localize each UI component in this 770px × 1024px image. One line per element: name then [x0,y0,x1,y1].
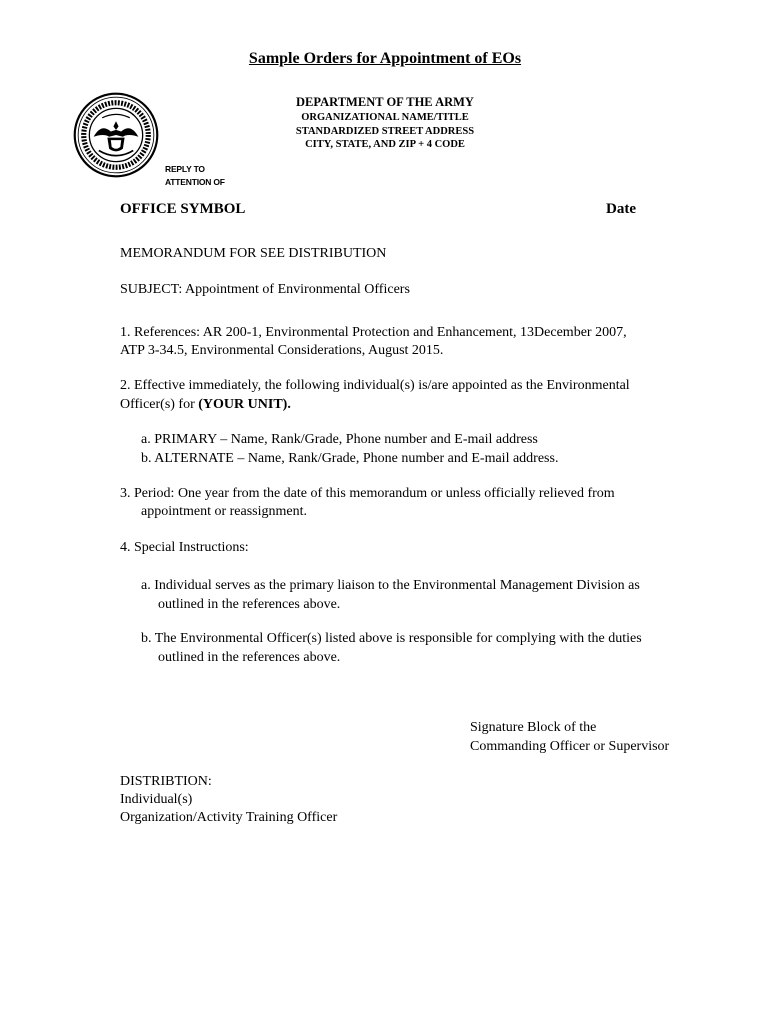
attention-of-label: ATTENTION OF [165,177,225,187]
references-paragraph-line-1: 1. References: AR 200-1, Environmental Protection and Enhancement, 13December 2007, [120,325,627,340]
instruction-b-line-2: outlined in the references above. [158,650,341,665]
document-title: Sample Orders for Appointment of EOs [248,50,522,67]
instruction-a-line-2: outlined in the references above. [158,597,341,612]
distribution-item: Organization/Activity Training Officer [120,810,338,825]
appointment-officer-text: Officer(s) for [120,397,199,412]
street-address: STANDARDIZED STREET ADDRESS [295,126,475,137]
distribution-heading: DISTRIBTION: [120,774,212,789]
alternate-appointee: b. ALTERNATE – Name, Rank/Grade, Phone number and E-mail address. [141,451,559,466]
primary-appointee: a. PRIMARY – Name, Rank/Grade, Phone number and E-mail address [141,432,538,447]
city-state-zip: CITY, STATE, AND ZIP + 4 CODE [305,139,465,150]
department-name: DEPARTMENT OF THE ARMY [296,95,474,109]
appointment-paragraph-line-1: 2. Effective immediately, the following individual(s) is/are appointed as the Environmental [120,378,630,393]
period-paragraph-line-2: appointment or reassignment. [141,504,308,519]
memo-date: Date [606,201,636,217]
references-paragraph-line-2: ATP 3-34.5, Environmental Considerations, August 2015. [120,343,444,358]
reply-to-label: REPLY TO [165,164,205,174]
signature-block-line-2: Commanding Officer or Supervisor [470,739,670,754]
subject-line: SUBJECT: Appointment of Environmental Officers [120,282,410,297]
your-unit-placeholder: (YOUR UNIT). [198,397,291,412]
instruction-b-line-1: b. The Environmental Officer(s) listed above is responsible for complying with the duties [141,631,642,646]
memorandum-for: MEMORANDUM FOR SEE DISTRIBUTION [120,246,387,261]
organization-name: ORGANIZATIONAL NAME/TITLE [301,112,469,123]
period-paragraph-line-1: 3. Period: One year from the date of this memorandum or unless officially relieved from [120,486,615,501]
special-instructions-heading: 4. Special Instructions: [120,540,249,555]
instruction-a-line-1: a. Individual serves as the primary liaison to the Environmental Management Division as [141,578,640,593]
signature-block-line-1: Signature Block of the [470,720,597,735]
office-symbol: OFFICE SYMBOL [120,201,246,217]
distribution-item: Individual(s) [120,792,193,807]
appointment-paragraph-line-2 [120,396,291,414]
